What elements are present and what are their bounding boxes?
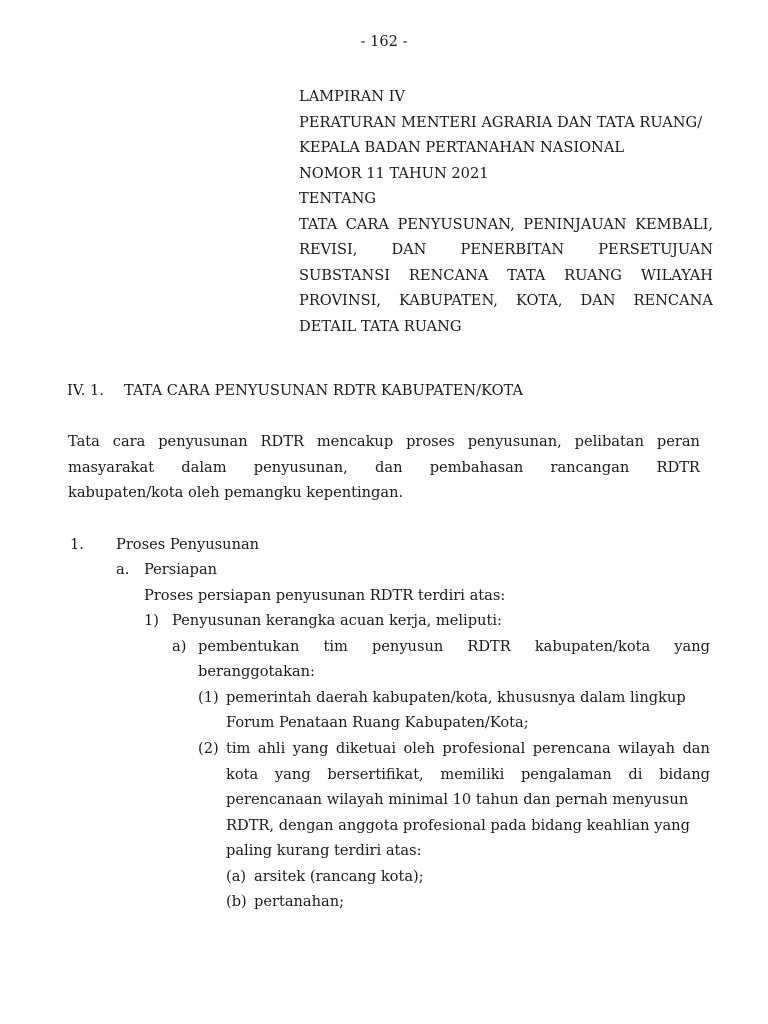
header-regulation-line: PERATURAN MENTERI AGRARIA DAN TATA RUANG/: [299, 114, 703, 131]
word: kota: [226, 766, 259, 783]
word: yang: [674, 638, 710, 655]
word: RDTR: [467, 638, 511, 655]
word: CARA: [345, 216, 389, 233]
word: PROVINSI,: [299, 292, 381, 309]
sub-item-1-marker: (1): [198, 689, 219, 706]
header-subject-line-2: [299, 241, 713, 258]
intro-line-3: kabupaten/kota oleh pemangku kepentingan.: [68, 484, 404, 501]
word: mencakup: [316, 433, 394, 450]
word: tim: [226, 740, 251, 757]
header-subject-line-3: [299, 267, 713, 284]
word: PERSETUJUAN: [598, 241, 713, 258]
word: rancangan: [550, 459, 630, 476]
intro-line-2: [68, 459, 700, 476]
sub-item-2-line-3: perencanaan wilayah minimal 10 tahun dan pernah menyusun: [226, 791, 689, 808]
item-a-title: Persiapan: [144, 561, 218, 578]
word: RDTR: [656, 459, 700, 476]
section-number: IV. 1.: [67, 382, 104, 399]
word: RENCANA: [633, 292, 713, 309]
word: PENERBITAN: [460, 241, 565, 258]
sub-sub-item-a-marker: (a): [226, 868, 247, 885]
word: RDTR: [260, 433, 304, 450]
item-a-paragraph: Proses persiapan penyusunan RDTR terdiri atas:: [144, 587, 506, 604]
word: TATA: [507, 267, 546, 284]
word: perencana: [532, 740, 611, 757]
sub-item-1-line-2: Forum Penataan Ruang Kabupaten/Kota;: [226, 714, 529, 731]
word: pembahasan: [429, 459, 524, 476]
sub-item-2-line-5: paling kurang terdiri atas:: [226, 842, 422, 859]
word: kabupaten/kota: [534, 638, 651, 655]
header-about-line: TENTANG: [299, 190, 377, 207]
word: KOTA,: [515, 292, 563, 309]
word: KEMBALI,: [635, 216, 713, 233]
word: DAN: [580, 292, 616, 309]
sub-sub-item-b-text: pertanahan;: [254, 893, 345, 910]
sub-sub-item-b-marker: (b): [226, 893, 247, 910]
word: TATA: [299, 216, 338, 233]
header-subject-line-5: DETAIL TATA RUANG: [299, 318, 462, 335]
word: peran: [656, 433, 700, 450]
word: SUBSTANSI: [299, 267, 391, 284]
item-1-paren-text: Penyusunan kerangka acuan kerja, meliputi:: [172, 612, 502, 629]
header-subject-line-4: [299, 292, 713, 309]
item-a-paren-line-1: [198, 638, 710, 655]
word: pembentukan: [198, 638, 300, 655]
header-annex-label: LAMPIRAN IV: [299, 88, 405, 105]
word: penyusunan,: [467, 433, 562, 450]
item-a-marker: a.: [116, 561, 130, 578]
sub-item-2-marker: (2): [198, 740, 219, 757]
word: tim: [323, 638, 348, 655]
item-a-paren-line-2: beranggotakan:: [198, 663, 315, 680]
item-1-paren-marker: 1): [144, 612, 159, 629]
sub-item-2-line-2: [226, 766, 710, 783]
word: ahli: [257, 740, 286, 757]
word: PENYUSUNAN,: [397, 216, 515, 233]
item-1-title: Proses Penyusunan: [116, 536, 260, 553]
word: Tata: [68, 433, 100, 450]
sub-item-2-line-1: [226, 740, 710, 757]
word: bidang: [659, 766, 710, 783]
word: dalam: [181, 459, 227, 476]
sub-sub-item-a-text: arsitek (rancang kota);: [254, 868, 424, 885]
word: pengalaman: [520, 766, 612, 783]
word: cara: [112, 433, 146, 450]
word: penyusunan,: [253, 459, 348, 476]
section-title: TATA CARA PENYUSUNAN RDTR KABUPATEN/KOTA: [124, 382, 524, 399]
word: profesional: [442, 740, 526, 757]
word: diketuai: [335, 740, 396, 757]
word: penyusunan: [158, 433, 248, 450]
word: KABUPATEN,: [398, 292, 498, 309]
word: RUANG: [564, 267, 622, 284]
word: memiliki: [440, 766, 505, 783]
word: dan: [682, 740, 710, 757]
item-1-marker: 1.: [70, 536, 84, 553]
word: wilayah: [618, 740, 675, 757]
word: dan: [375, 459, 403, 476]
word: RENCANA: [408, 267, 489, 284]
word: pelibatan: [574, 433, 644, 450]
word: WILAYAH: [640, 267, 713, 284]
intro-line-1: [68, 433, 700, 450]
sub-item-2-line-4: RDTR, dengan anggota profesional pada bidang keahlian yang: [226, 817, 690, 834]
word: bersertifikat,: [327, 766, 424, 783]
word: yang: [292, 740, 329, 757]
page-number: - 162 -: [360, 33, 408, 50]
header-number-line: NOMOR 11 TAHUN 2021: [299, 165, 489, 182]
word: penyusun: [371, 638, 444, 655]
header-subject-line-1: [299, 216, 713, 233]
word: oleh: [403, 740, 435, 757]
header-agency-line: KEPALA BADAN PERTANAHAN NASIONAL: [299, 139, 625, 156]
item-a-paren-marker: a): [172, 638, 187, 655]
word: PENINJAUAN: [523, 216, 627, 233]
sub-item-1-line-1: pemerintah daerah kabupaten/kota, khususnya dalam lingkup: [226, 689, 686, 706]
word: masyarakat: [68, 459, 155, 476]
word: yang: [274, 766, 311, 783]
word: REVISI,: [299, 241, 358, 258]
word: proses: [406, 433, 455, 450]
word: di: [628, 766, 643, 783]
word: DAN: [391, 241, 427, 258]
